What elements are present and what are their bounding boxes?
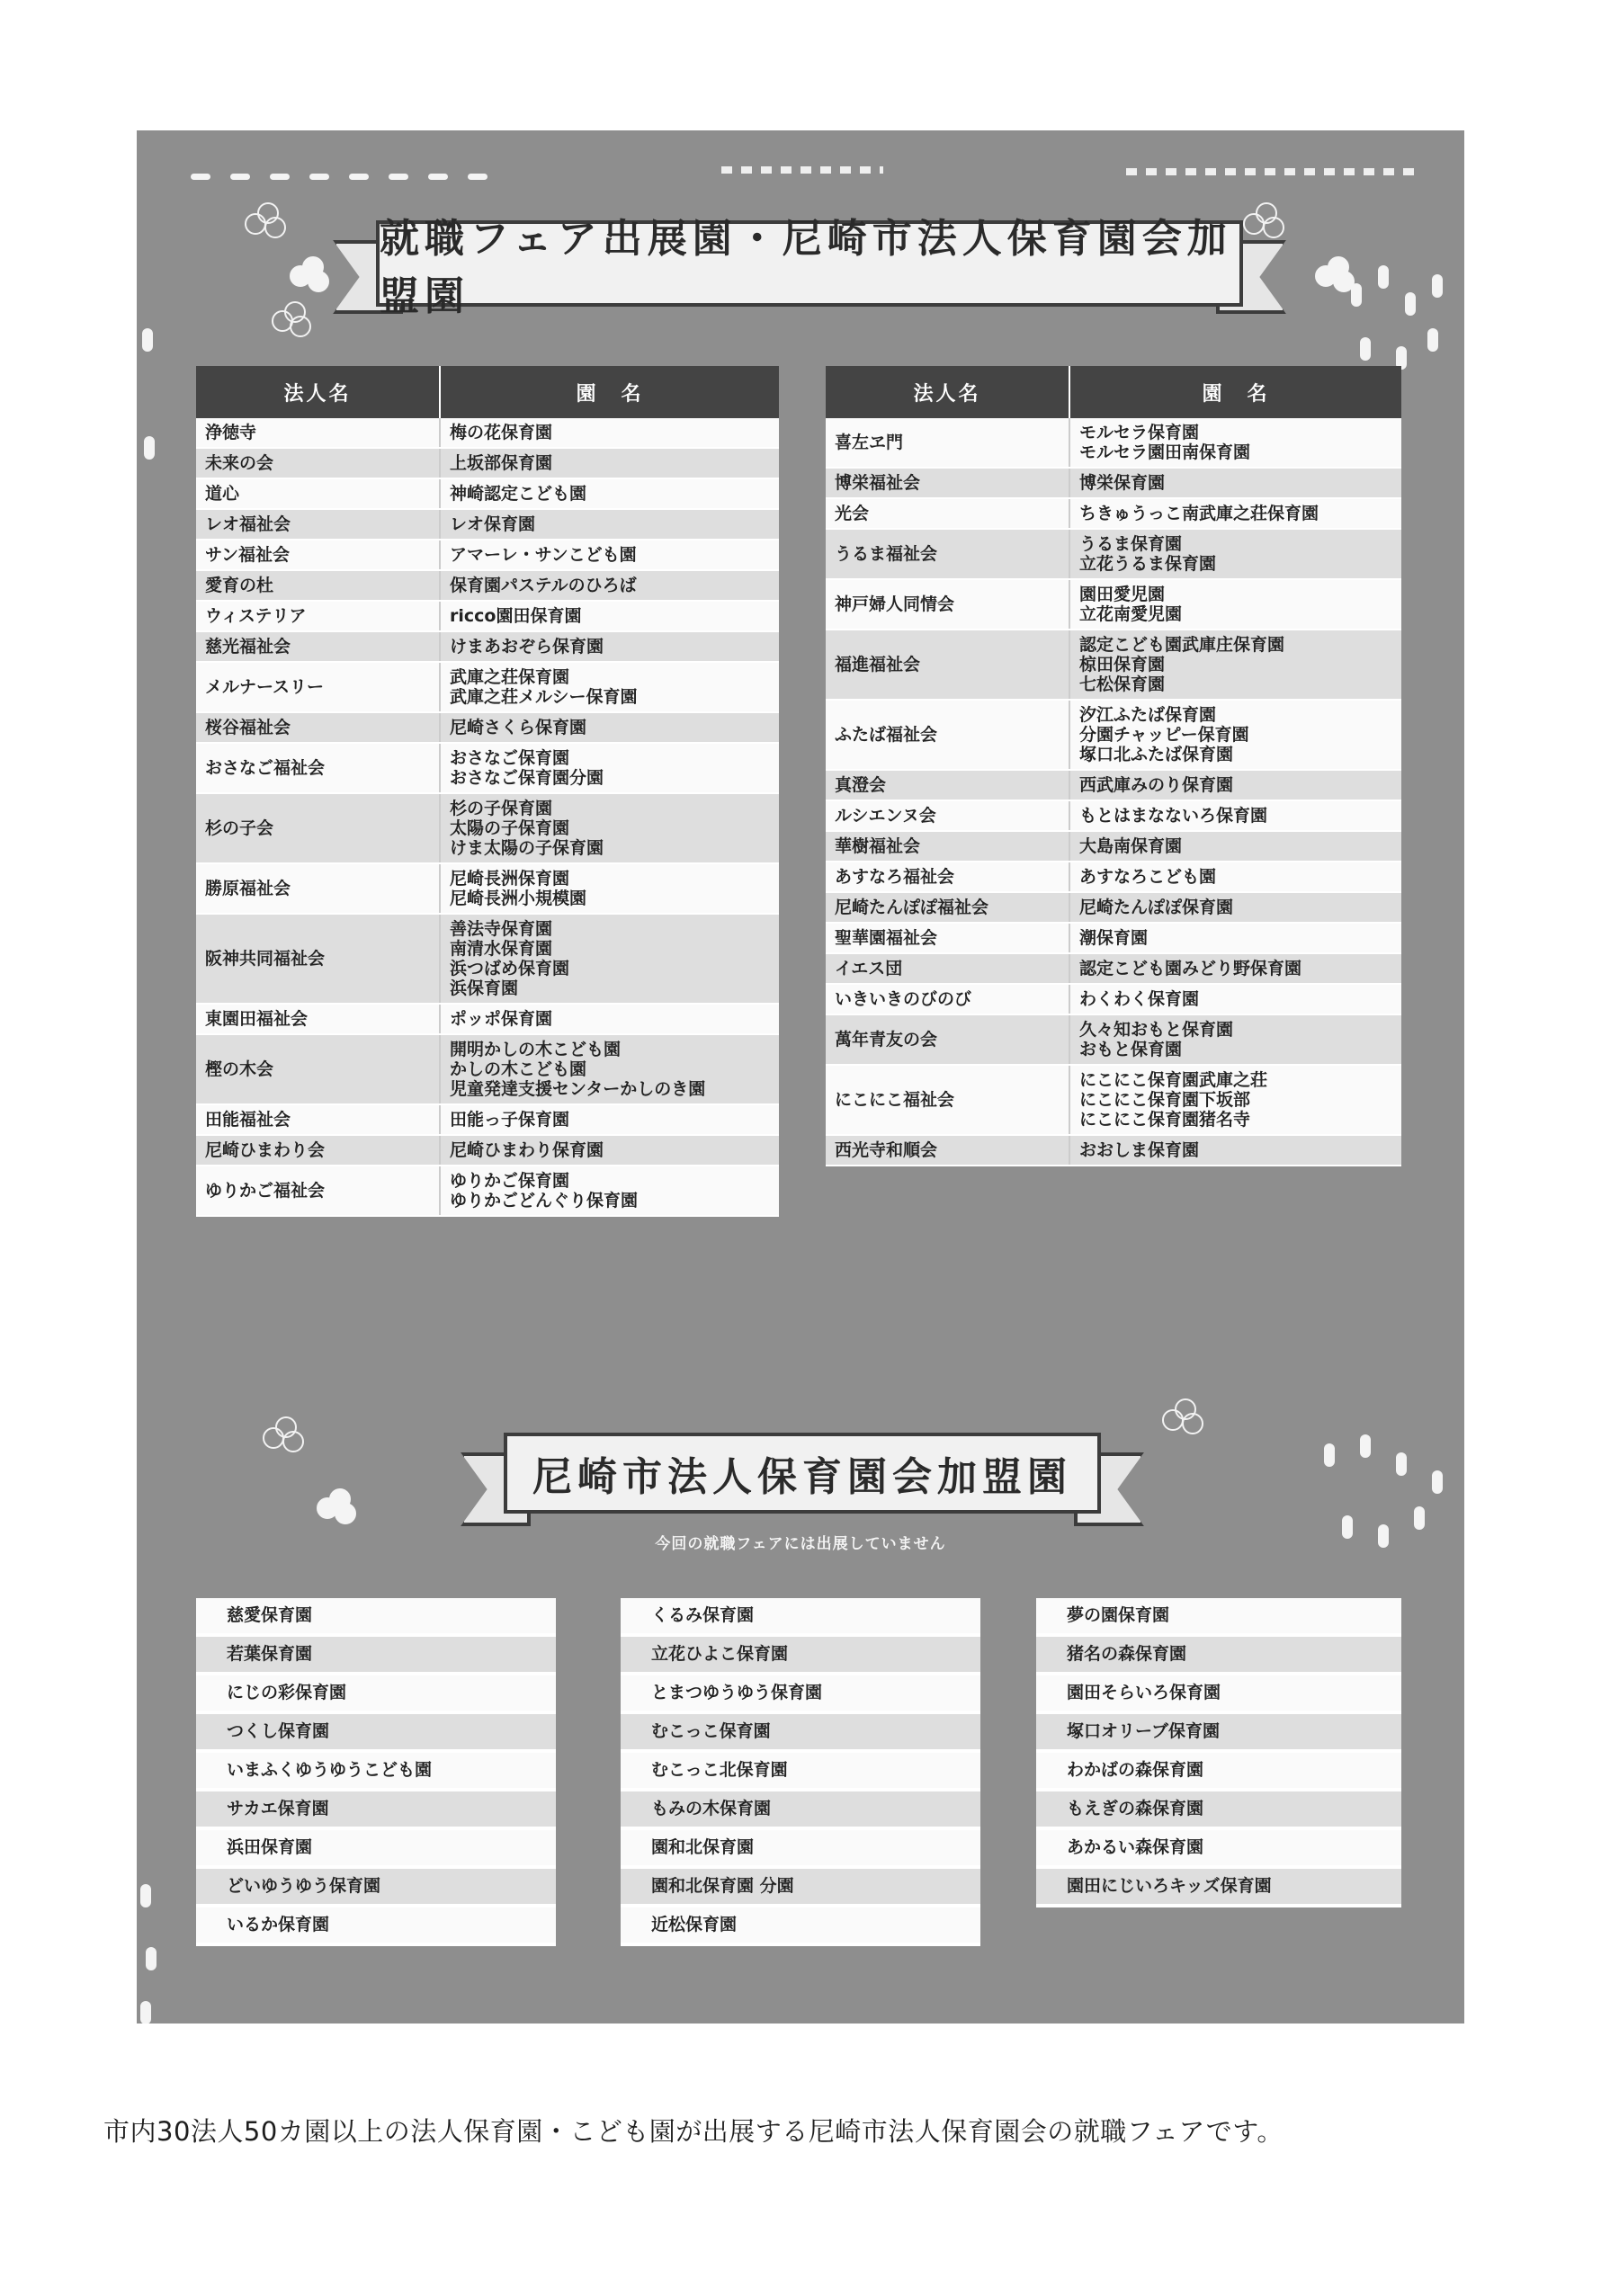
garden-name: 博栄保育園 — [1069, 468, 1401, 498]
corp-name: 神戸婦人同情会 — [826, 579, 1069, 630]
garden-name: 上坂部保育園 — [440, 448, 779, 478]
table-row — [196, 509, 779, 540]
corp-name: 未来の会 — [196, 448, 440, 478]
garden-name: けまあおぞら保育園 — [440, 631, 779, 662]
table-row — [826, 700, 1401, 770]
table-row — [826, 770, 1401, 800]
corp-name: うるま福祉会 — [826, 529, 1069, 579]
table-row — [826, 498, 1401, 529]
table-row — [196, 540, 779, 570]
table-row — [826, 1065, 1401, 1135]
garden-name: 潮保育園 — [1069, 923, 1401, 953]
section2-title: 尼崎市法人保育園会加盟園 — [504, 1433, 1101, 1514]
header-corp: 法人名 — [826, 366, 1069, 418]
corp-name: おさなご福祉会 — [196, 743, 440, 793]
corp-name: 尼崎たんぽぽ福祉会 — [826, 892, 1069, 923]
corp-name: 阪神共同福祉会 — [196, 914, 440, 1004]
list-item: 夢の園保育園 — [1036, 1598, 1401, 1637]
list-item: つくし保育園 — [196, 1714, 556, 1753]
section2-notice: 今回の就職フェアには出展していません — [655, 1535, 946, 1553]
decorative-spots — [137, 310, 173, 2019]
table-row — [196, 743, 779, 793]
corp-name: メルナースリー — [196, 662, 440, 712]
garden-name: 汐江ふたば保育園 分園チャッピー保育園 塚口北ふたば保育園 — [1069, 700, 1401, 770]
table-row — [826, 862, 1401, 892]
list-item: 立花ひよこ保育園 — [621, 1637, 980, 1675]
list-item: どいゆうゆう保育園 — [196, 1869, 556, 1907]
corp-name: 萬年青友の会 — [826, 1014, 1069, 1065]
corp-name: 浄徳寺 — [196, 418, 440, 448]
garden-name: 梅の花保育園 — [440, 418, 779, 448]
member-table-left — [196, 366, 779, 1217]
footer-caption: 市内30法人50カ園以上の法人保育園・こども園が出展する尼崎市法人保育園会の就職フェアです。 — [103, 2116, 1284, 2147]
garden-name: 田能っ子保育園 — [440, 1104, 779, 1135]
garden-name: 久々知おもと保育園 おもと保育園 — [1069, 1014, 1401, 1065]
table-row — [826, 579, 1401, 630]
corp-name: ルシエンヌ会 — [826, 800, 1069, 831]
corp-name: 慈光福祉会 — [196, 631, 440, 662]
garden-name: 尼崎長洲保育園 尼崎長洲小規模園 — [440, 863, 779, 914]
corp-name: サン福祉会 — [196, 540, 440, 570]
garden-name: 大島南保育園 — [1069, 831, 1401, 862]
garden-name: アマーレ・サンこども園 — [440, 540, 779, 570]
list-item: いるか保育園 — [196, 1907, 556, 1946]
table-row — [196, 1034, 779, 1104]
decorative-ticks — [1126, 168, 1423, 175]
table-row — [826, 529, 1401, 579]
table-row — [196, 570, 779, 601]
list-item: 園田そらいろ保育園 — [1036, 1675, 1401, 1714]
corp-name: ふたば福祉会 — [826, 700, 1069, 770]
corp-name: ウィステリア — [196, 601, 440, 631]
corp-name: 愛育の杜 — [196, 570, 440, 601]
flower-icon — [1162, 1398, 1203, 1440]
corp-name: 杉の子会 — [196, 793, 440, 863]
garden-name: ちきゅうっこ南武庫之荘保育園 — [1069, 498, 1401, 529]
list-item: あかるい森保育園 — [1036, 1830, 1401, 1869]
garden-name: 尼崎たんぽぽ保育園 — [1069, 892, 1401, 923]
garden-name: レオ保育園 — [440, 509, 779, 540]
table-row — [196, 1104, 779, 1135]
flower-icon — [317, 1488, 358, 1530]
table-row — [196, 631, 779, 662]
garden-name: モルセラ保育園 モルセラ園田南保育園 — [1069, 418, 1401, 468]
table-row — [196, 478, 779, 509]
corp-name: 勝原福祉会 — [196, 863, 440, 914]
list-item: もみの木保育園 — [621, 1791, 980, 1830]
table-row — [196, 418, 779, 448]
table-row — [196, 914, 779, 1004]
corp-name: あすなろ福祉会 — [826, 862, 1069, 892]
table-row — [826, 630, 1401, 700]
list-item: 園和北保育園 分園 — [621, 1869, 980, 1907]
corp-name: 田能福祉会 — [196, 1104, 440, 1135]
garden-name: 善法寺保育園 南清水保育園 浜つばめ保育園 浜保育園 — [440, 914, 779, 1004]
garden-name: 尼崎ひまわり保育園 — [440, 1135, 779, 1166]
corp-name: 聖華園福祉会 — [826, 923, 1069, 953]
header-corp: 法人名 — [196, 366, 440, 418]
list-item: くるみ保育園 — [621, 1598, 980, 1637]
list-item: にじの彩保育園 — [196, 1675, 556, 1714]
table-row — [196, 448, 779, 478]
garden-name: 神崎認定こども園 — [440, 478, 779, 509]
garden-name: わくわく保育園 — [1069, 984, 1401, 1014]
list-item: 園和北保育園 — [621, 1830, 980, 1869]
section1-banner — [360, 216, 1259, 319]
corp-name: 喜左ヱ門 — [826, 418, 1069, 468]
garden-name: うるま保育園 立花うるま保育園 — [1069, 529, 1401, 579]
garden-name: おさなご保育園 おさなご保育園分園 — [440, 743, 779, 793]
corp-name: 光会 — [826, 498, 1069, 529]
flower-icon — [272, 301, 313, 343]
corp-name: 華樹福祉会 — [826, 831, 1069, 862]
table-row — [826, 923, 1401, 953]
list-item: 近松保育園 — [621, 1907, 980, 1946]
corp-name: 道心 — [196, 478, 440, 509]
list-item: 猪名の森保育園 — [1036, 1637, 1401, 1675]
table-row — [196, 1166, 779, 1216]
corp-name: 西光寺和順会 — [826, 1135, 1069, 1166]
table-row — [826, 892, 1401, 923]
section2-banner — [487, 1433, 1117, 1514]
list-item: 慈愛保育園 — [196, 1598, 556, 1637]
corp-name: 尼崎ひまわり会 — [196, 1135, 440, 1166]
member-list-col3 — [1036, 1598, 1401, 1907]
garden-name: 認定こども園武庫庄保育園 椋田保育園 七松保育園 — [1069, 630, 1401, 700]
garden-name: 杉の子保育園 太陽の子保育園 けま太陽の子保育園 — [440, 793, 779, 863]
flower-icon — [263, 1416, 304, 1458]
table-row — [196, 712, 779, 743]
flower-icon — [245, 202, 286, 244]
garden-name: 保育園パステルのひろば — [440, 570, 779, 601]
table-row — [196, 1135, 779, 1166]
garden-name: ポッポ保育園 — [440, 1004, 779, 1034]
flyer-panel — [137, 130, 1464, 2024]
corp-name: 福進福祉会 — [826, 630, 1069, 700]
flower-icon — [290, 256, 331, 298]
table-row — [196, 1004, 779, 1034]
corp-name: ゆりかご福祉会 — [196, 1166, 440, 1216]
header-garden: 園 名 — [1069, 366, 1401, 418]
table-row — [826, 831, 1401, 862]
corp-name: にこにこ福祉会 — [826, 1065, 1069, 1135]
corp-name: 樫の木会 — [196, 1034, 440, 1104]
garden-name: 園田愛児園 立花南愛児園 — [1069, 579, 1401, 630]
list-item: わかばの森保育園 — [1036, 1753, 1401, 1791]
list-item: 園田にじいろキッズ保育園 — [1036, 1869, 1401, 1907]
garden-name: 認定こども園みどり野保育園 — [1069, 953, 1401, 984]
corp-name: イエス団 — [826, 953, 1069, 984]
garden-name: 尼崎さくら保育園 — [440, 712, 779, 743]
table-row — [826, 1014, 1401, 1065]
section1-title: 就職フェア出展園・尼崎市法人保育園会加盟園 — [376, 220, 1243, 307]
table-row — [826, 800, 1401, 831]
corp-name: 桜谷福祉会 — [196, 712, 440, 743]
list-item: いまふくゆうゆうこども園 — [196, 1753, 556, 1791]
list-item: むこっこ保育園 — [621, 1714, 980, 1753]
garden-name: もとはまなないろ保育園 — [1069, 800, 1401, 831]
list-item: 浜田保育園 — [196, 1830, 556, 1869]
list-item: むこっこ北保育園 — [621, 1753, 980, 1791]
garden-name: 西武庫みのり保育園 — [1069, 770, 1401, 800]
garden-name: 武庫之荘保育園 武庫之荘メルシー保育園 — [440, 662, 779, 712]
table-row — [826, 953, 1401, 984]
table-row — [196, 601, 779, 631]
list-item: もえぎの森保育園 — [1036, 1791, 1401, 1830]
corp-name: 東園田福祉会 — [196, 1004, 440, 1034]
table-row — [826, 468, 1401, 498]
header-garden: 園 名 — [440, 366, 779, 418]
list-item: とまつゆうゆう保育園 — [621, 1675, 980, 1714]
list-item: 若葉保育園 — [196, 1637, 556, 1675]
garden-name: あすなろこども園 — [1069, 862, 1401, 892]
table-row — [196, 863, 779, 914]
table-row — [826, 984, 1401, 1014]
list-item: 塚口オリーブ保育園 — [1036, 1714, 1401, 1753]
corp-name: 博栄福祉会 — [826, 468, 1069, 498]
list-item: サカエ保育園 — [196, 1791, 556, 1830]
decorative-dashes — [191, 166, 507, 179]
corp-name: いきいきのびのび — [826, 984, 1069, 1014]
corp-name: レオ福祉会 — [196, 509, 440, 540]
garden-name: 開明かしの木こども園 かしの木こども園 児童発達支援センターかしのき園 — [440, 1034, 779, 1104]
table-row — [826, 1135, 1401, 1166]
member-list-col2 — [621, 1598, 980, 1946]
member-table-right — [826, 366, 1401, 1166]
member-list-col1 — [196, 1598, 556, 1946]
garden-name: ゆりかご保育園 ゆりかごどんぐり保育園 — [440, 1166, 779, 1216]
garden-name: おおしま保育園 — [1069, 1135, 1401, 1166]
garden-name: にこにこ保育園武庫之荘 にこにこ保育園下坂部 にこにこ保育園猪名寺 — [1069, 1065, 1401, 1135]
decorative-spots — [1306, 1434, 1459, 1614]
table-row — [826, 418, 1401, 468]
decorative-ticks — [721, 166, 883, 174]
table-row — [196, 662, 779, 712]
garden-name: ricco園田保育園 — [440, 601, 779, 631]
table-row — [196, 793, 779, 863]
corp-name: 真澄会 — [826, 770, 1069, 800]
